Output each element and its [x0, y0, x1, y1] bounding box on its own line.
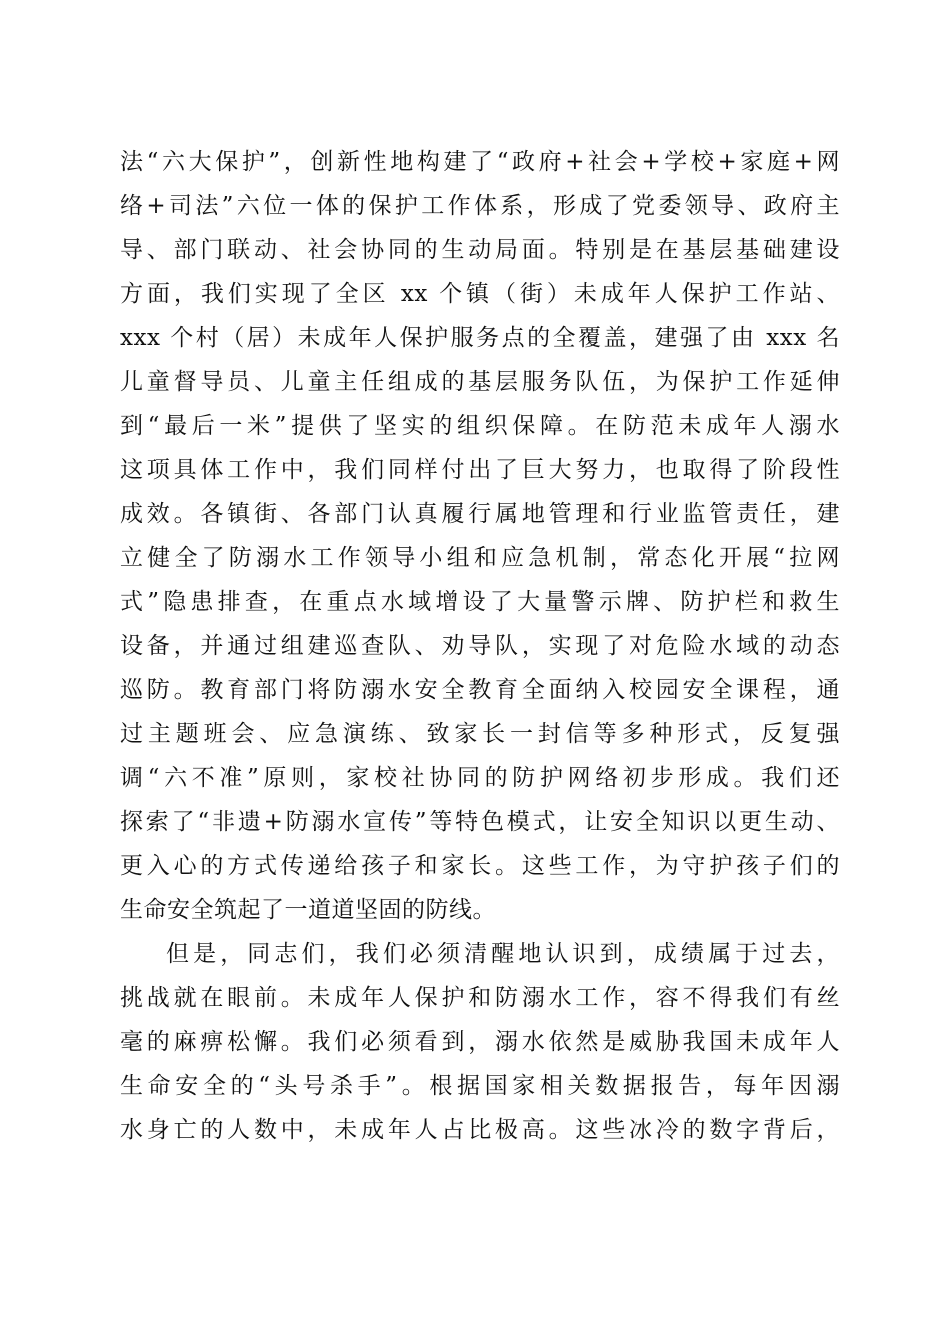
text-line: 这项具体工作中，我们同样付出了巨大努力，也取得了阶段性	[120, 457, 840, 483]
text-line: 法“六大保护”，创新性地构建了“政府+社会+学校+家庭+网	[120, 149, 840, 175]
text-line: 导、部门联动、社会协同的生动局面。特别是在基层基础建设	[120, 237, 840, 263]
text-line: 巡防。教育部门将防溺水安全教育全面纳入校园安全课程，通	[120, 677, 840, 703]
text-line: 设备，并通过组建巡查队、劝导队，实现了对危险水域的动态	[120, 633, 840, 659]
text-line: 儿童督导员、儿童主任组成的基层服务队伍，为保护工作延伸	[120, 369, 840, 395]
text-line: 立健全了防溺水工作领导小组和应急机制，常态化开展“拉网	[120, 545, 840, 571]
text-line: 过主题班会、应急演练、致家长一封信等多种形式，反复强	[120, 721, 840, 747]
text-line: 式”隐患排查，在重点水域增设了大量警示牌、防护栏和救生	[120, 589, 840, 615]
text-line: 更入心的方式传递给孩子和家长。这些工作，为守护孩子们的	[120, 853, 840, 879]
text-line: 到“最后一米”提供了坚实的组织保障。在防范未成年人溺水	[120, 413, 840, 439]
paragraph-1	[120, 140, 840, 932]
text-line: 络+司法”六位一体的保护工作体系，形成了党委领导、政府主	[120, 193, 840, 219]
text-line: 方面，我们实现了全区 xx 个镇（街）未成年人保护工作站、	[120, 281, 840, 307]
text-line: 但是，同志们，我们必须清醒地认识到，成绩属于过去，	[166, 941, 840, 967]
text-line: 毫的麻痹松懈。我们必须看到，溺水依然是威胁我国未成年人	[120, 1029, 840, 1055]
text-line: 生命安全筑起了一道道坚固的防线。	[120, 897, 496, 923]
document-body	[120, 140, 840, 1152]
text-line: 生命安全的“头号杀手”。根据国家相关数据报告，每年因溺	[120, 1073, 840, 1099]
text-line: 挑战就在眼前。未成年人保护和防溺水工作，容不得我们有丝	[120, 985, 840, 1011]
text-line: 成效。各镇街、各部门认真履行属地管理和行业监管责任，建	[120, 501, 840, 527]
text-line: 水身亡的人数中，未成年人占比极高。这些冰冷的数字背后，	[120, 1117, 840, 1143]
text-line: 探索了“非遗+防溺水宣传”等特色模式，让安全知识以更生动、	[120, 809, 840, 835]
text-line: 调“六不准”原则，家校社协同的防护网络初步形成。我们还	[120, 765, 840, 791]
paragraph-2	[120, 932, 840, 1152]
text-line: xxx 个村（居）未成年人保护服务点的全覆盖，建强了由 xxx 名	[120, 325, 840, 351]
